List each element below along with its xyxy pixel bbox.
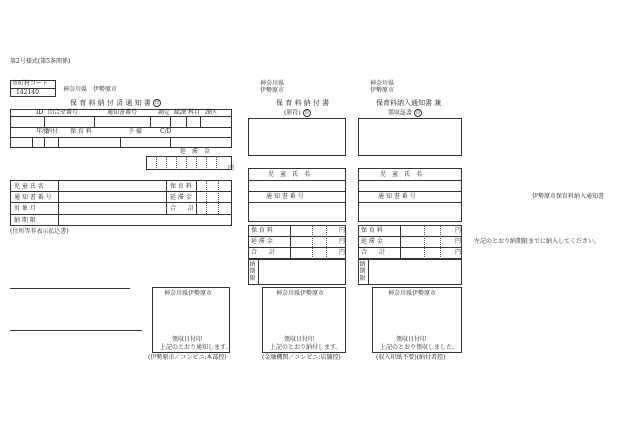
yen-label: 円 — [339, 249, 346, 256]
seal-icon: 印 — [154, 100, 159, 105]
middle-stamp-date: 領収日付印 — [284, 336, 315, 343]
arrears-amount-box — [146, 156, 235, 172]
address-note: (住所等非表示払込書) — [10, 228, 69, 235]
label-subject: 科目 — [188, 109, 201, 116]
amount-fee: 保 育 料 — [170, 183, 192, 190]
middle-stamp-text: 上記のとおり納付します。 — [270, 344, 342, 351]
far-right-note: 左記のとおり納期限までに納入してください。 — [474, 238, 601, 245]
right-notice-no: 通 知 書 番 号 — [378, 193, 416, 200]
field-notice-no: 通 知 書 番 号 — [14, 194, 52, 201]
right-city: 伊勢原市 — [370, 87, 395, 94]
yen-label: 円 — [455, 249, 462, 256]
field-deadline: 納 期 限 — [14, 217, 36, 224]
label-section: 課区 — [205, 109, 218, 116]
right-stamp-area: 神奈川県伊勢原市 — [388, 290, 437, 297]
label-notice-no: 通知書番号 — [107, 109, 138, 116]
right-footer: (収入印紙不要)(納付者控) — [376, 354, 446, 361]
left-title: 保 育 料 納 付 済 通 知 書 印 — [70, 99, 159, 107]
label-fee: 保 育 料 — [70, 128, 92, 135]
label-reserve: 予 備 — [128, 128, 142, 135]
yen-label: 円 — [339, 227, 346, 234]
right-subtitle: 領収証書 印 — [388, 109, 421, 117]
municipality-code-label: 市町村コード — [12, 80, 49, 87]
label-cd: C/D — [160, 128, 172, 135]
left-footer: (伊勢原市／コンビニ:本部控) — [148, 354, 227, 361]
middle-subtitle: (原符) 印 — [284, 109, 309, 117]
label-adjust: 調定 — [158, 109, 171, 116]
middle-footer: (金融機関／コンビニ:店舗控) — [262, 354, 341, 361]
middle-amount-fee: 保 育 料 — [251, 227, 273, 234]
prefecture-city: 神奈川県 伊勢原市 — [63, 86, 118, 93]
right-amount-total: 合 計 — [361, 249, 386, 256]
seal-icon: 印 — [304, 110, 309, 115]
amount-total: 合 計 — [170, 205, 195, 212]
right-title: 保育料納入通知書 兼 — [376, 99, 442, 107]
middle-notice-no: 通 知 書 番 号 — [266, 193, 304, 200]
field-target-month: 対 象 月 — [14, 205, 36, 212]
right-deadline-box — [358, 259, 462, 285]
right-stamp-text: 上記のとおり領収しました。 — [380, 344, 459, 351]
amount-arrears: 延 滞 金 — [170, 194, 192, 201]
middle-city: 伊勢原市 — [260, 87, 285, 94]
municipality-code: 142140 — [16, 89, 39, 96]
yen-label: 円 — [455, 227, 462, 234]
left-stamp-area: 神奈川県伊勢原市 — [164, 290, 213, 297]
right-pref: 神奈川県 — [370, 80, 395, 87]
middle-deadline-label: 納期限 — [249, 261, 256, 282]
seal-icon: 印 — [416, 110, 421, 115]
label-fiscal: 賦課 — [174, 109, 187, 116]
middle-address-box — [248, 118, 346, 156]
label-inquiry-no: 問合せ番号 — [48, 109, 79, 116]
yen-label: 円 — [455, 238, 462, 245]
yen-label: 円 — [228, 165, 235, 172]
right-child-name: 児 童 氏 名 — [380, 171, 423, 178]
field-child-name: 児 童 氏 名 — [14, 183, 44, 190]
middle-amount-arrears: 延 滞 金 — [251, 238, 273, 245]
right-amount-fee: 保 育 料 — [361, 227, 383, 234]
yen-label: 円 — [339, 238, 346, 245]
left-stamp-date: 領収日付印 — [172, 336, 203, 343]
arrears-label: 延 滞 金 — [180, 148, 211, 155]
right-amount-arrears: 延 滞 金 — [361, 238, 383, 245]
right-address-box — [358, 118, 462, 156]
right-deadline-label: 納期限 — [359, 261, 366, 282]
form-number: 第2号様式(第5条関係) — [10, 58, 71, 65]
right-stamp-date: 領収日付印 — [396, 336, 427, 343]
middle-amount-total: 合 計 — [251, 249, 276, 256]
middle-title: 保 育 料 納 付 書 — [276, 99, 330, 107]
label-year: 年度 — [36, 128, 49, 135]
far-right-title: 伊勢原市保育料納入通知書 — [532, 193, 605, 200]
label-payment: 納付 — [46, 128, 59, 135]
left-stamp-text: 上記のとおり通知します。 — [160, 344, 232, 351]
middle-pref: 神奈川県 — [260, 80, 285, 87]
middle-stamp-area: 神奈川県伊勢原市 — [276, 290, 325, 297]
middle-child-name: 児 童 氏 名 — [268, 171, 311, 178]
label-id: ID — [36, 109, 44, 116]
middle-deadline-box — [248, 259, 346, 285]
